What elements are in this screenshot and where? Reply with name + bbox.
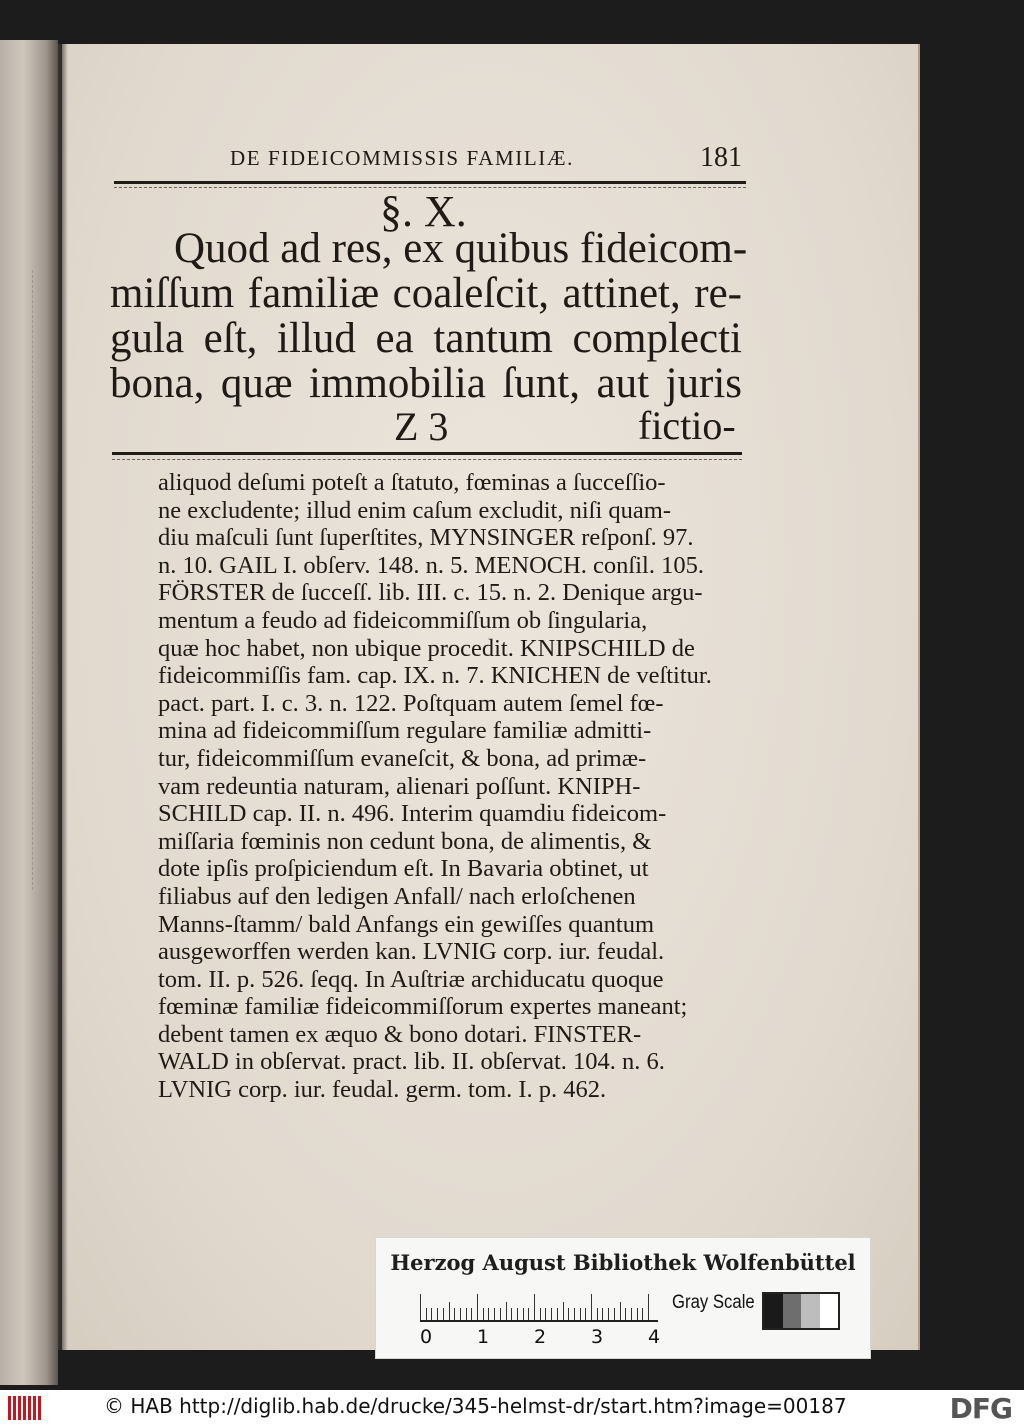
ruler-tick bbox=[637, 1308, 638, 1320]
ruler-tick bbox=[534, 1294, 535, 1320]
footnote-line: miſſaria fœminis non cedunt bona, de alimentis, & bbox=[158, 827, 652, 855]
footnote-line: ausgeworffen werden kan. LVNIG corp. iur. feudal. bbox=[158, 938, 665, 966]
ruler-tick bbox=[471, 1308, 472, 1320]
ruler-tick bbox=[648, 1294, 649, 1320]
ruler-tick bbox=[614, 1308, 615, 1320]
ruler-number: 0 bbox=[420, 1326, 433, 1348]
ruler-tick bbox=[631, 1308, 632, 1320]
main-text-line: miſſum familiæ coaleſcit, attinet, re- bbox=[110, 270, 742, 317]
footnote-line: LVNIG corp. iur. feudal. germ. tom. I. p. 462. bbox=[158, 1076, 607, 1104]
ruler-number: 1 bbox=[477, 1326, 490, 1348]
ruler-tick bbox=[625, 1308, 626, 1320]
footnote-line: debent tamen ex æquo & bono dotari. FINSTER- bbox=[158, 1020, 642, 1048]
scale-ruler bbox=[420, 1290, 658, 1330]
ruler-tick bbox=[500, 1308, 501, 1320]
page-header bbox=[110, 140, 750, 180]
ruler-tick bbox=[602, 1308, 603, 1320]
header-rule bbox=[114, 181, 746, 184]
ruler-tick bbox=[540, 1308, 541, 1320]
ruler-tick bbox=[506, 1302, 507, 1320]
library-color-target-label bbox=[376, 1238, 870, 1358]
library-name: Herzog August Bibliothek Wolfenbüttel bbox=[390, 1250, 856, 1275]
catchword: fictio- bbox=[638, 403, 736, 448]
ruler-tick bbox=[511, 1308, 512, 1320]
facing-page-edge bbox=[0, 40, 58, 1385]
hab-logo-icon bbox=[8, 1396, 42, 1420]
footnote-line: fœminæ familiæ fideicommiſſorum expertes maneant; bbox=[158, 993, 688, 1021]
ruler-tick bbox=[460, 1308, 461, 1320]
ruler-tick bbox=[585, 1308, 586, 1320]
ruler-tick bbox=[431, 1308, 432, 1320]
ruler-tick bbox=[477, 1294, 478, 1320]
ruler-tick bbox=[488, 1308, 489, 1320]
footnote-line: FÖRSTER de ſucceſſ. lib. III. c. 15. n. 2. Denique argu- bbox=[158, 579, 703, 607]
ruler-number: 4 bbox=[648, 1326, 661, 1348]
gray-swatch bbox=[801, 1294, 820, 1328]
ruler-tick bbox=[443, 1308, 444, 1320]
ruler-tick bbox=[420, 1294, 421, 1320]
footnote-line: tom. II. p. 526. ſeqq. In Auſtriæ archiducatu quoque bbox=[158, 965, 664, 993]
dfg-logo: DFG bbox=[949, 1392, 1012, 1425]
gray-scale-swatches bbox=[762, 1292, 840, 1330]
footer-bar bbox=[0, 1390, 1024, 1426]
footnote-line: vam redeuntia naturam, alienari poſſunt. KNIPH- bbox=[158, 772, 641, 800]
main-text-line: bona, quæ immobilia ſunt, aut juris bbox=[110, 360, 742, 407]
signature-mark: Z 3 bbox=[394, 404, 449, 449]
ruler-tick bbox=[597, 1308, 598, 1320]
footnote-line: n. 10. GAIL I. obſerv. 148. n. 5. MENOCH. conſil. 105. bbox=[158, 551, 704, 579]
ruler-tick bbox=[551, 1308, 552, 1320]
footnote-line: filiabus auf den ledigen Anfall/ nach erloſchenen bbox=[158, 882, 636, 910]
footnote-line: dote ipſis proſpiciendum eſt. In Bavaria obtinet, ut bbox=[158, 855, 649, 883]
ruler-tick bbox=[568, 1308, 569, 1320]
ruler-tick bbox=[574, 1308, 575, 1320]
ruler-tick bbox=[466, 1308, 467, 1320]
footnote-line: mentum a feudo ad fideicommiſſum ob ſingularia, bbox=[158, 606, 648, 634]
ruler-tick bbox=[608, 1308, 609, 1320]
ruler-number: 3 bbox=[591, 1326, 604, 1348]
footnote-line: ne excludente; illud enim caſum excludit, niſi quam- bbox=[158, 496, 671, 524]
gray-scale-label: Gray Scale bbox=[672, 1292, 755, 1313]
footnote-line: mina ad fideicommiſſum regulare familiæ admitti- bbox=[158, 717, 652, 745]
ruler-tick bbox=[517, 1308, 518, 1320]
ruler-tick bbox=[557, 1308, 558, 1320]
ruler-tick bbox=[454, 1308, 455, 1320]
facing-page-text-fragment bbox=[4, 270, 33, 890]
ruler-tick bbox=[483, 1308, 484, 1320]
ruler-tick bbox=[591, 1294, 592, 1320]
footnote-line: aliquod deſumi poteſt a ſtatuto, fœminas a ſucceſſio- bbox=[158, 469, 666, 496]
ruler-tick bbox=[528, 1308, 529, 1320]
page-number: 181 bbox=[700, 142, 742, 173]
ruler-numbers bbox=[412, 1326, 692, 1352]
ruler-baseline bbox=[420, 1320, 658, 1322]
footnote-line: pact. part. I. c. 3. n. 122. Poſtquam autem ſemel fœ- bbox=[158, 689, 664, 717]
footnote-line: diu maſculi ſunt ſuperſtites, MYNSINGER reſponſ. 97. bbox=[158, 524, 694, 552]
gutter-shadow bbox=[58, 44, 68, 1350]
ruler-tick bbox=[437, 1308, 438, 1320]
ruler-tick bbox=[580, 1308, 581, 1320]
gray-swatch bbox=[820, 1294, 839, 1328]
footnote-text bbox=[158, 469, 740, 1104]
footnote-line: Manns-ſtamm/ bald Anfangs ein gewiſſes quantum bbox=[158, 910, 655, 938]
footnote-line: tur, fideicommiſſum evaneſcit, & bona, ad primæ- bbox=[158, 744, 647, 772]
footnote-rule-secondary bbox=[112, 459, 742, 460]
running-title: DE FIDEICOMMISSIS FAMILIÆ. bbox=[230, 146, 574, 170]
footnote-line: fideicommiſſis fam. cap. IX. n. 7. KNICHEN de veſtitur. bbox=[158, 662, 712, 690]
ruler-tick bbox=[620, 1302, 621, 1320]
footnote-line: WALD in obſervat. pract. lib. II. obſervat. 104. n. 6. bbox=[158, 1048, 665, 1076]
ruler-tick bbox=[563, 1302, 564, 1320]
ruler-tick bbox=[523, 1308, 524, 1320]
main-text-line: Quod ad res, ex quibus fideicom- bbox=[174, 225, 748, 272]
footnote-line: SCHILD cap. II. n. 496. Interim quamdiu fideicom- bbox=[158, 800, 667, 828]
main-text-line: gula eſt, illud ea tantum complecti bbox=[110, 315, 742, 362]
footnote-rule bbox=[112, 452, 742, 455]
ruler-tick bbox=[494, 1308, 495, 1320]
gray-swatch bbox=[783, 1294, 802, 1328]
section-heading: §. X. bbox=[380, 187, 467, 236]
main-text bbox=[110, 225, 748, 407]
ruler-tick bbox=[642, 1308, 643, 1320]
ruler-tick bbox=[426, 1308, 427, 1320]
copyright-url[interactable]: © HAB http://diglib.hab.de/drucke/345-helmst-dr/start.htm?image=00187 bbox=[104, 1394, 847, 1418]
ruler-tick bbox=[545, 1308, 546, 1320]
footnote-line: quæ hoc habet, non ubique procedit. KNIPSCHILD de bbox=[158, 634, 695, 662]
gray-swatch bbox=[764, 1294, 783, 1328]
ruler-tick bbox=[449, 1302, 450, 1320]
ruler-number: 2 bbox=[534, 1326, 547, 1348]
